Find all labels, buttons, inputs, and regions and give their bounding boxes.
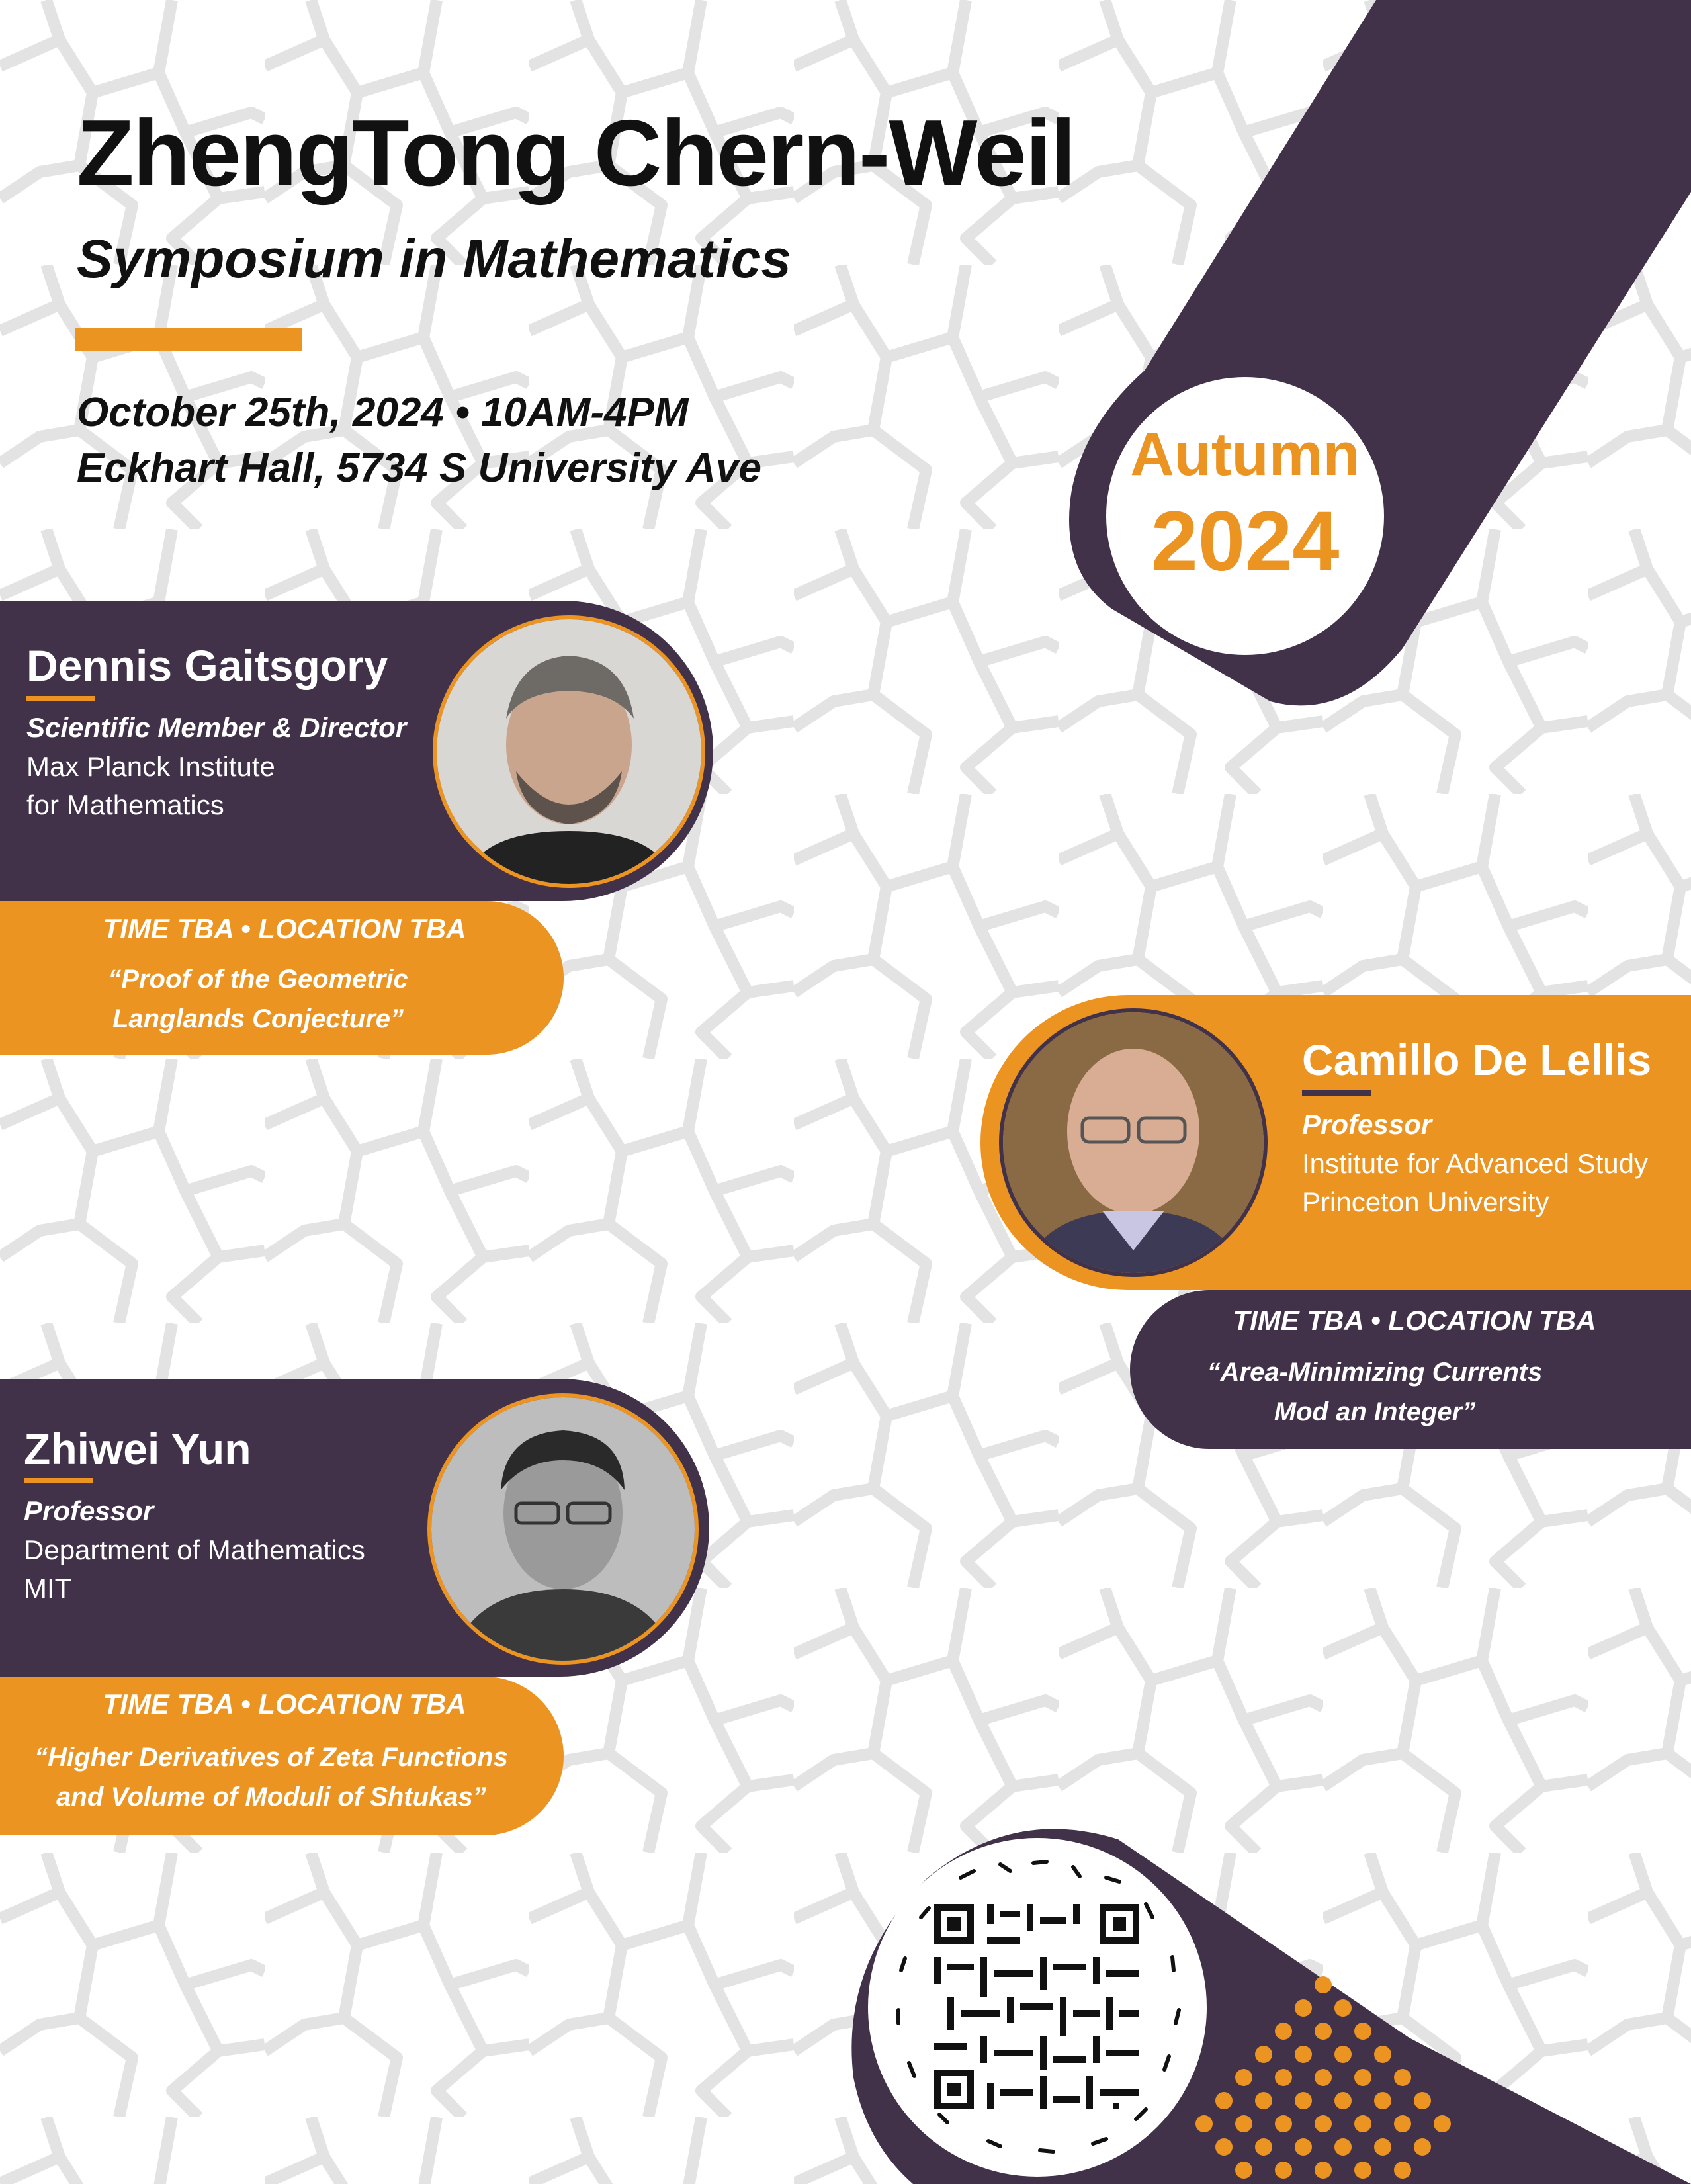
speaker-2-photo — [999, 1008, 1268, 1277]
speaker-3-schedule: TIME TBA • LOCATION TBA — [103, 1688, 466, 1720]
speaker-2-name: Camillo De Lellis — [1302, 1035, 1652, 1084]
speaker-1-schedule: TIME TBA • LOCATION TBA — [103, 913, 466, 944]
person-avatar-icon — [437, 619, 701, 884]
speaker-3-photo — [427, 1393, 699, 1665]
person-avatar-icon — [1003, 1012, 1264, 1273]
speaker-1-talk-title: “Proof of the Geometric Langlands Conjecture” — [108, 965, 408, 1033]
event-date-time: October 25th, 2024 • 10AM-4PM — [77, 390, 689, 435]
qr-code-icon[interactable] — [868, 1838, 1207, 2177]
speaker-1-name-underline — [26, 696, 95, 701]
speaker-2-affiliation: Institute for Advanced Study Princeton University — [1302, 1148, 1648, 1217]
qr-code-frame[interactable] — [868, 1838, 1207, 2177]
speaker-3-talk-card — [0, 1677, 564, 1835]
speaker-2-talk-card — [1130, 1290, 1691, 1449]
season-badge — [1106, 377, 1384, 655]
page-subtitle: Symposium in Mathematics — [77, 229, 791, 289]
speaker-2-role: Professor — [1302, 1109, 1432, 1140]
page-title: ZhengTong Chern-Weil — [77, 101, 1075, 206]
speaker-1-photo — [433, 615, 705, 888]
speaker-2-schedule: TIME TBA • LOCATION TBA — [1233, 1305, 1596, 1336]
speaker-1-talk-card — [0, 901, 564, 1055]
season-label: Autumn — [1130, 421, 1360, 488]
person-avatar-icon — [431, 1397, 695, 1661]
speaker-1-affiliation: Max Planck Institute for Mathematics — [26, 751, 275, 820]
speaker-1-role: Scientific Member & Director — [26, 712, 407, 743]
speaker-1-name: Dennis Gaitsgory — [26, 641, 388, 690]
speaker-2-card — [980, 995, 1691, 1290]
header-diagonal-band — [1032, 0, 1691, 715]
speaker-2-talk-title: “Area-Minimizing Currents Mod an Integer” — [1207, 1358, 1543, 1426]
event-location: Eckhart Hall, 5734 S University Ave — [77, 445, 762, 491]
speaker-3-affiliation: Department of Mathematics MIT — [24, 1534, 365, 1604]
speaker-1-card — [0, 601, 713, 901]
decorative-dots — [1191, 1972, 1469, 2184]
speaker-2-name-underline — [1302, 1090, 1371, 1096]
season-year: 2024 — [1150, 494, 1340, 589]
speaker-3-role: Professor — [24, 1495, 154, 1526]
speaker-3-name: Zhiwei Yun — [24, 1424, 251, 1473]
speaker-3-name-underline — [24, 1478, 93, 1483]
title-accent-bar — [75, 328, 302, 351]
speaker-3-talk-title: “Higher Derivatives of Zeta Functions and Volume of Moduli of Shtukas” — [34, 1743, 508, 1812]
speaker-3-card — [0, 1379, 709, 1677]
